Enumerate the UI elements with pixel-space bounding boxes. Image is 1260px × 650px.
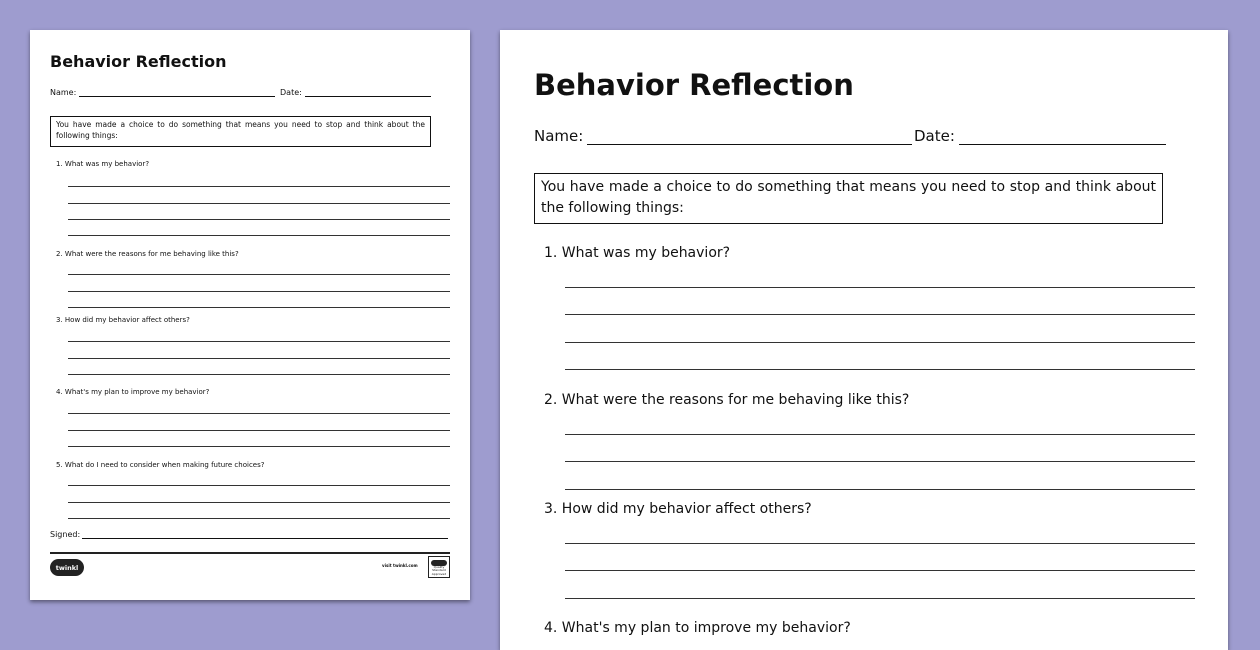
answer-line bbox=[68, 413, 450, 414]
answer-line bbox=[68, 274, 450, 275]
answer-line bbox=[565, 314, 1195, 315]
question-1: 1. What was my behavior? bbox=[56, 160, 150, 168]
signed-field bbox=[50, 530, 448, 539]
question-4: 4. What's my plan to improve my behavior? bbox=[544, 620, 851, 636]
date-label: Date: bbox=[280, 88, 302, 97]
answer-line bbox=[565, 287, 1195, 288]
answer-line bbox=[68, 502, 450, 503]
answer-line bbox=[68, 186, 450, 187]
answer-line bbox=[68, 341, 450, 342]
question-3: 3. How did my behavior affect others? bbox=[56, 316, 190, 324]
answer-line bbox=[68, 485, 450, 486]
answer-line bbox=[565, 543, 1195, 544]
name-rule bbox=[79, 96, 275, 97]
signed-label: Signed: bbox=[50, 530, 81, 539]
answer-line bbox=[68, 291, 450, 292]
answer-line bbox=[565, 369, 1195, 370]
date-field bbox=[914, 127, 1166, 145]
answer-line bbox=[68, 235, 450, 236]
answer-line bbox=[565, 461, 1195, 462]
page-title: Behavior Reflection bbox=[50, 52, 227, 71]
twinkl-logo: twinkl bbox=[50, 559, 84, 576]
answer-line bbox=[68, 518, 450, 519]
name-field bbox=[50, 88, 275, 97]
question-3: 3. How did my behavior affect others? bbox=[544, 501, 812, 517]
date-field bbox=[280, 88, 431, 97]
answer-line bbox=[68, 358, 450, 359]
footer-url: visit twinkl.com bbox=[382, 563, 418, 568]
answer-line bbox=[68, 203, 450, 204]
name-rule bbox=[587, 144, 912, 145]
answer-line bbox=[68, 446, 450, 447]
question-2: 2. What were the reasons for me behaving like this? bbox=[56, 250, 239, 258]
badge-text: Quality Standard Approved bbox=[431, 564, 447, 576]
worksheet-preview-small bbox=[30, 30, 470, 600]
footer-divider bbox=[50, 552, 450, 554]
answer-line bbox=[68, 374, 450, 375]
answer-line bbox=[565, 598, 1195, 599]
answer-line bbox=[68, 219, 450, 220]
answer-line bbox=[565, 342, 1195, 343]
question-2: 2. What were the reasons for me behaving like this? bbox=[544, 392, 910, 408]
question-5: 5. What do I need to consider when making future choices? bbox=[56, 461, 265, 469]
name-label: Name: bbox=[534, 127, 584, 145]
page-title: Behavior Reflection bbox=[534, 68, 854, 102]
question-1: 1. What was my behavior? bbox=[544, 245, 731, 261]
answer-line bbox=[565, 489, 1195, 490]
question-4: 4. What's my plan to improve my behavior? bbox=[56, 388, 210, 396]
quality-badge-icon bbox=[428, 556, 450, 578]
instructions-box: You have made a choice to do something that means you need to stop and think about the following things: bbox=[50, 116, 431, 147]
signed-rule bbox=[82, 538, 448, 539]
name-field bbox=[534, 127, 912, 145]
date-rule bbox=[959, 144, 1166, 145]
date-label: Date: bbox=[914, 127, 955, 145]
name-label: Name: bbox=[50, 88, 77, 97]
answer-line bbox=[68, 307, 450, 308]
answer-line bbox=[565, 570, 1195, 571]
answer-line bbox=[68, 430, 450, 431]
worksheet-preview-large bbox=[500, 30, 1228, 650]
date-rule bbox=[305, 96, 431, 97]
answer-line bbox=[565, 434, 1195, 435]
instructions-box: You have made a choice to do something that means you need to stop and think about the following things: bbox=[534, 173, 1163, 224]
